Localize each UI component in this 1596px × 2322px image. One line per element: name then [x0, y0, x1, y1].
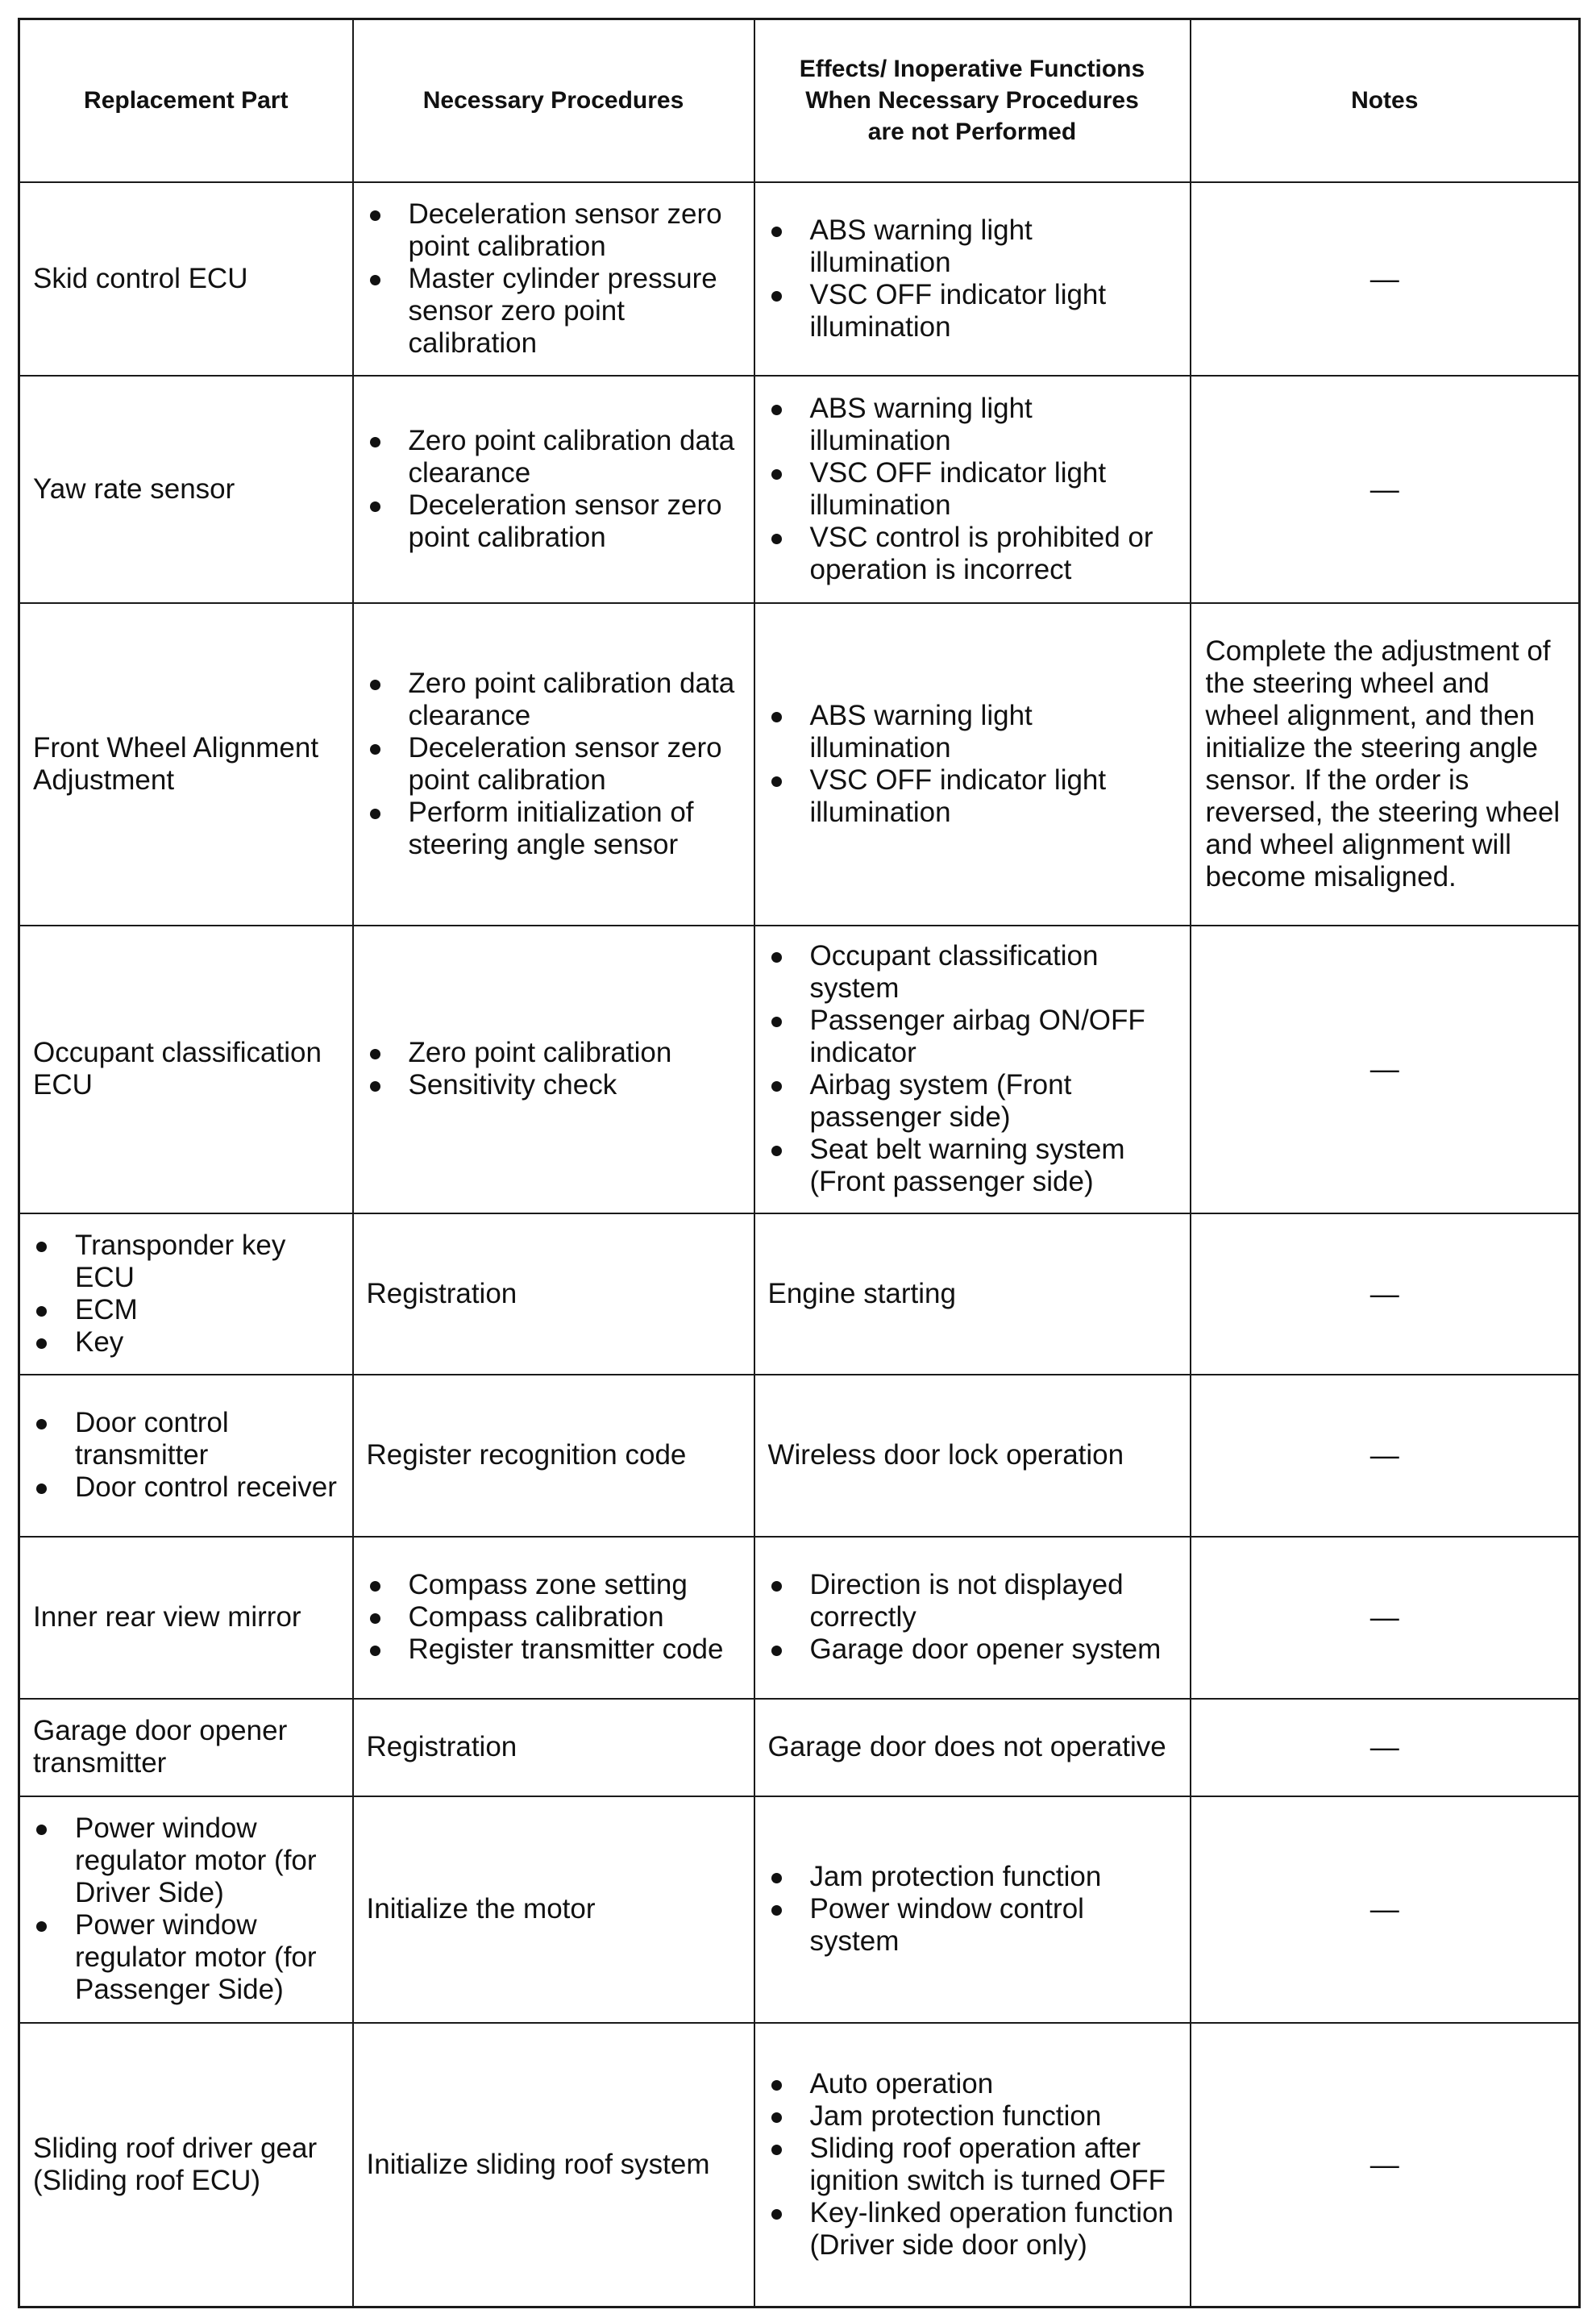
notes-cell: Complete the adjustment of the steering wheel and wheel alignment, and then initialize the steering angle sensor. If the order is reversed, the steering wheel and wheel alignment will become misaligned.	[1191, 603, 1580, 926]
bullet-item: Key-linked operation function (Driver side door only)	[768, 2197, 1177, 2262]
bullet-item: ECM	[33, 1294, 339, 1326]
bullet-item: VSC OFF indicator light illumination	[768, 279, 1177, 343]
bullet-item: Auto operation	[768, 2068, 1177, 2100]
effects-cell	[754, 2023, 1191, 2307]
notes-cell: —	[1191, 926, 1580, 1213]
replacement-part-cell: Front Wheel Alignment Adjustment	[19, 603, 353, 926]
bullet-item: Power window regulator motor (for Driver Side)	[33, 1812, 339, 1909]
replacement-part-cell: Garage door opener transmitter	[19, 1699, 353, 1796]
table-row	[19, 1699, 1580, 1796]
header-replacement-part: Replacement Part	[19, 19, 353, 182]
bullet-item: Perform initialization of steering angle sensor	[367, 797, 741, 861]
bullet-list	[33, 1407, 339, 1504]
replacement-part-cell: Skid control ECU	[19, 182, 353, 376]
table-row	[19, 926, 1580, 1213]
bullet-item: ABS warning light illumination	[768, 214, 1177, 279]
table-row	[19, 2023, 1580, 2307]
table-row	[19, 376, 1580, 603]
procedures-cell: Initialize sliding roof system	[353, 2023, 754, 2307]
bullet-list	[768, 393, 1177, 586]
notes-cell: —	[1191, 1699, 1580, 1796]
bullet-item: Power window control system	[768, 1893, 1177, 1958]
bullet-list	[367, 668, 741, 861]
table-row	[19, 603, 1580, 926]
table-row	[19, 1796, 1580, 2023]
bullet-item: Door control receiver	[33, 1471, 339, 1504]
table-row	[19, 1375, 1580, 1537]
notes-cell: —	[1191, 376, 1580, 603]
bullet-item: Direction is not displayed correctly	[768, 1569, 1177, 1633]
bullet-item: Register transmitter code	[367, 1633, 741, 1666]
bullet-list	[768, 2068, 1177, 2262]
table-row	[19, 1213, 1580, 1375]
header-effects	[754, 19, 1191, 182]
effects-cell: Wireless door lock operation	[754, 1375, 1191, 1537]
bullet-item: Sensitivity check	[367, 1069, 741, 1101]
bullet-item: Occupant classification system	[768, 940, 1177, 1005]
bullet-item: Passenger airbag ON/OFF indicator	[768, 1005, 1177, 1069]
bullet-item: Master cylinder pressure sensor zero point calibration	[367, 263, 741, 360]
table-body	[19, 182, 1580, 2307]
notes-cell: —	[1191, 2023, 1580, 2307]
notes-cell: —	[1191, 182, 1580, 376]
bullet-list	[367, 1037, 741, 1101]
replacement-part-cell	[19, 1375, 353, 1537]
bullet-list	[768, 214, 1177, 343]
bullet-item: VSC OFF indicator light illumination	[768, 764, 1177, 829]
notes-cell: —	[1191, 1796, 1580, 2023]
effects-cell	[754, 1796, 1191, 2023]
bullet-item: Seat belt warning system (Front passenger side)	[768, 1134, 1177, 1198]
replacement-part-cell: Sliding roof driver gear (Sliding roof ECU)	[19, 2023, 353, 2307]
bullet-item: VSC OFF indicator light illumination	[768, 457, 1177, 522]
effects-cell	[754, 926, 1191, 1213]
procedures-cell	[353, 603, 754, 926]
bullet-item: Jam protection function	[768, 2100, 1177, 2133]
bullet-list	[33, 1812, 339, 2006]
procedures-cell: Register recognition code	[353, 1375, 754, 1537]
bullet-item: ABS warning light illumination	[768, 700, 1177, 764]
bullet-item: Jam protection function	[768, 1861, 1177, 1893]
bullet-item: Compass calibration	[367, 1601, 741, 1633]
bullet-item: Airbag system (Front passenger side)	[768, 1069, 1177, 1134]
procedures-cell: Registration	[353, 1213, 754, 1375]
notes-cell: —	[1191, 1375, 1580, 1537]
procedures-cell	[353, 376, 754, 603]
bullet-list	[768, 1569, 1177, 1666]
bullet-item: Sliding roof operation after ignition switch is turned OFF	[768, 2133, 1177, 2197]
bullet-item: Door control transmitter	[33, 1407, 339, 1471]
replacement-part-cell: Occupant classification ECU	[19, 926, 353, 1213]
bullet-item: Power window regulator motor (for Passenger Side)	[33, 1909, 339, 2006]
bullet-item: Garage door opener system	[768, 1633, 1177, 1666]
bullet-item: Deceleration sensor zero point calibration	[367, 489, 741, 554]
bullet-item: Deceleration sensor zero point calibration	[367, 732, 741, 797]
procedures-cell	[353, 182, 754, 376]
bullet-item: Zero point calibration	[367, 1037, 741, 1069]
bullet-list	[367, 425, 741, 554]
replacement-part-cell: Yaw rate sensor	[19, 376, 353, 603]
replacement-part-cell	[19, 1213, 353, 1375]
effects-cell	[754, 1537, 1191, 1699]
table-row	[19, 1537, 1580, 1699]
bullet-list	[367, 1569, 741, 1666]
header-effects-label: Effects/ Inoperative Functions When Necessary Procedures are not Performed	[799, 56, 1145, 146]
effects-cell	[754, 376, 1191, 603]
replacement-part-cell: Inner rear view mirror	[19, 1537, 353, 1699]
bullet-list	[367, 198, 741, 360]
effects-cell	[754, 603, 1191, 926]
notes-cell: —	[1191, 1537, 1580, 1699]
procedures-cell	[353, 1537, 754, 1699]
effects-cell: Engine starting	[754, 1213, 1191, 1375]
procedures-table	[18, 18, 1581, 2308]
replacement-part-cell	[19, 1796, 353, 2023]
header-necessary-procedures: Necessary Procedures	[353, 19, 754, 182]
bullet-item: Key	[33, 1326, 339, 1359]
procedures-cell: Initialize the motor	[353, 1796, 754, 2023]
header-row	[19, 19, 1580, 182]
bullet-item: Compass zone setting	[367, 1569, 741, 1601]
effects-cell: Garage door does not operative	[754, 1699, 1191, 1796]
bullet-list	[768, 1861, 1177, 1958]
header-notes: Notes	[1191, 19, 1580, 182]
bullet-item: Transponder key ECU	[33, 1230, 339, 1294]
bullet-list	[768, 700, 1177, 829]
bullet-item: Deceleration sensor zero point calibration	[367, 198, 741, 263]
bullet-item: Zero point calibration data clearance	[367, 425, 741, 489]
bullet-item: Zero point calibration data clearance	[367, 668, 741, 732]
bullet-list	[33, 1230, 339, 1359]
procedures-cell	[353, 926, 754, 1213]
effects-cell	[754, 182, 1191, 376]
procedures-cell: Registration	[353, 1699, 754, 1796]
bullet-list	[768, 940, 1177, 1198]
bullet-item: ABS warning light illumination	[768, 393, 1177, 457]
bullet-item: VSC control is prohibited or operation is incorrect	[768, 522, 1177, 586]
notes-cell: —	[1191, 1213, 1580, 1375]
table-row	[19, 182, 1580, 376]
